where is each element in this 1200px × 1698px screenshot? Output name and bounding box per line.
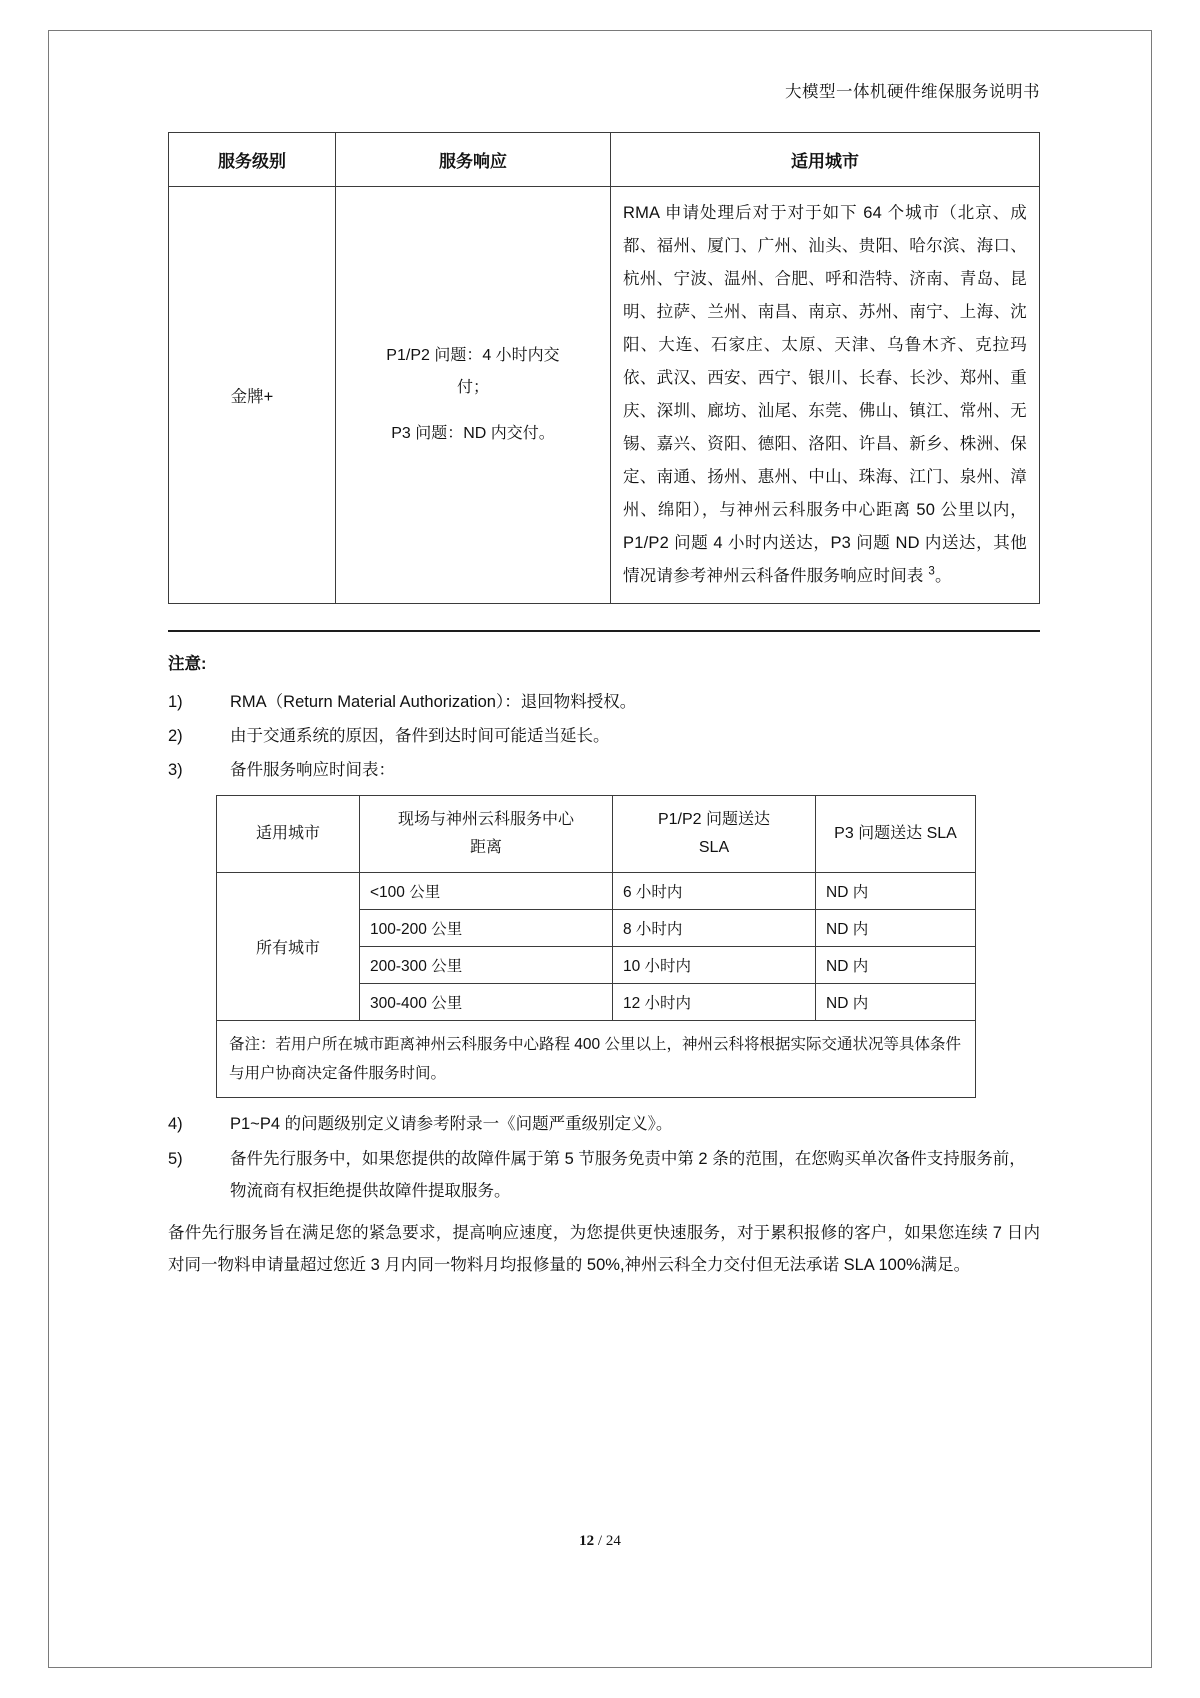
list-item-number: 1) bbox=[168, 693, 183, 711]
list-item bbox=[168, 686, 1040, 718]
table-row bbox=[217, 872, 976, 909]
cell-p12-sla: 10 小时内 bbox=[613, 946, 816, 983]
cell-distance: <100 公里 bbox=[360, 872, 613, 909]
response-line-2: 付； bbox=[456, 379, 489, 396]
list-item bbox=[168, 1143, 1040, 1207]
list-item-text: P1~P4 的问题级别定义请参考附录一《问题严重级别定义》。 bbox=[230, 1115, 673, 1134]
list-item bbox=[168, 754, 1040, 786]
column-header-p12-line2: SLA bbox=[698, 838, 730, 856]
cell-p3-sla: ND 内 bbox=[816, 983, 976, 1020]
cell-distance: 300-400 公里 bbox=[360, 983, 613, 1020]
cell-p12-sla: 8 小时内 bbox=[613, 909, 816, 946]
table-row bbox=[169, 187, 1040, 604]
cell-remark: 备注：若用户所在城市距离神州云科服务中心路程 400 公里以上，神州云科将根据实际交通状况等具体条件与用户协商决定备件服务时间。 bbox=[217, 1020, 976, 1098]
page-footer bbox=[0, 1533, 1200, 1550]
cell-p12-sla: 12 小时内 bbox=[613, 983, 816, 1020]
list-item-text: RMA（Return Material Authorization）：退回物料授权。 bbox=[230, 693, 637, 711]
table-header-row bbox=[169, 133, 1040, 187]
table-row-remark bbox=[217, 1020, 976, 1098]
column-header-applicable-cities: 适用城市 bbox=[611, 133, 1040, 187]
cities-footnote-marker: 3 bbox=[928, 565, 936, 578]
table-header-row bbox=[217, 795, 976, 872]
column-header-applicable-cities: 适用城市 bbox=[217, 795, 360, 872]
page-number-current: 12 bbox=[579, 1533, 595, 1549]
spare-parts-sla-table bbox=[216, 795, 976, 1099]
column-header-p12-line1: P1/P2 问题送达 bbox=[657, 810, 771, 828]
cell-p3-sla: ND 内 bbox=[816, 872, 976, 909]
column-header-p12-sla bbox=[613, 795, 816, 872]
list-item-number: 3) bbox=[168, 761, 183, 780]
service-level-table bbox=[168, 132, 1040, 604]
response-line-3: P3 问题：ND 内交付。 bbox=[391, 425, 555, 442]
cities-text: RMA 申请处理后对于对于如下 64 个城市（北京、成都、福州、厦门、广州、汕头、贵阳、哈尔滨、海口、杭州、宁波、温州、合肥、呼和浩特、济南、青岛、昆明、拉萨、兰州、南昌、南京、苏州、南宁、上海、沈阳、大连、石家庄、太原、天津、乌鲁木齐、克拉玛依、武汉、西安、西宁、银川、长春、长沙、郑州、重庆、深圳、廊坊、汕尾、东莞、佛山、镇江、常州、无锡、嘉兴、资阳、德阳、洛阳、许昌、新乡、株洲、保定、南通、扬州、惠州、中山、珠海、江门、泉州、漳州、绵阳），与神州云科服务中心距离 50 公里以内，P1/P2 问题 4 小时内送达，P3 问题 ND 内送达，其他情况请参考神州云科备件服务响应时间表 bbox=[623, 204, 1027, 585]
cities-text-end: 。 bbox=[935, 567, 952, 585]
response-line-1: P1/P2 问题：4 小时内交 bbox=[386, 347, 560, 364]
column-header-service-response: 服务响应 bbox=[336, 133, 611, 187]
cell-p12-sla: 6 小时内 bbox=[613, 872, 816, 909]
sla-table-wrapper bbox=[216, 795, 976, 1099]
column-header-distance bbox=[360, 795, 613, 872]
cell-all-cities: 所有城市 bbox=[217, 872, 360, 1020]
cell-service-level: 金牌+ bbox=[169, 187, 336, 604]
page-number-separator: / bbox=[597, 1533, 603, 1549]
list-item-text: 备件先行服务中，如果您提供的故障件属于第 5 节服务免责中第 2 条的范围，在您购买单次备件支持服务前，物流商有权拒绝提供故障件提取服务。 bbox=[230, 1149, 1026, 1200]
list-item-text: 备件服务响应时间表： bbox=[230, 761, 395, 780]
notice-heading: 注意: bbox=[168, 655, 207, 673]
column-header-distance-line2: 距离 bbox=[469, 838, 502, 856]
list-item bbox=[168, 720, 1040, 752]
column-header-p3-sla: P3 问题送达 SLA bbox=[816, 795, 976, 872]
list-item-text: 由于交通系统的原因，备件到达时间可能适当延长。 bbox=[230, 727, 610, 746]
section-divider bbox=[168, 630, 1040, 632]
page-number-total: 24 bbox=[605, 1533, 621, 1549]
list-item-number: 5) bbox=[168, 1149, 183, 1168]
page-content bbox=[168, 78, 1040, 1281]
cell-distance: 200-300 公里 bbox=[360, 946, 613, 983]
cell-p3-sla: ND 内 bbox=[816, 909, 976, 946]
column-header-service-level: 服务级别 bbox=[169, 133, 336, 187]
notice-list bbox=[168, 686, 1040, 787]
notice-list-continued bbox=[168, 1108, 1040, 1207]
cell-p3-sla: ND 内 bbox=[816, 946, 976, 983]
cell-distance: 100-200 公里 bbox=[360, 909, 613, 946]
closing-paragraph: 备件先行服务旨在满足您的紧急要求，提高响应速度，为您提供更快速服务，对于累积报修的客户，如果您连续 7 日内对同一物料申请量超过您近 3 月内同一物料月均报修量的 50%,神州云科全力交付但无法承诺 SLA 100%满足。 bbox=[168, 1223, 1040, 1275]
column-header-distance-line1: 现场与神州云科服务中心 bbox=[397, 810, 574, 828]
cell-service-response bbox=[336, 187, 611, 604]
response-spacer bbox=[348, 404, 598, 418]
list-item-number: 4) bbox=[168, 1115, 183, 1134]
list-item bbox=[168, 1108, 1040, 1140]
document-header-title: 大模型一体机硬件维保服务说明书 bbox=[785, 82, 1040, 101]
list-item-number: 2) bbox=[168, 727, 183, 746]
cell-applicable-cities bbox=[611, 187, 1040, 604]
